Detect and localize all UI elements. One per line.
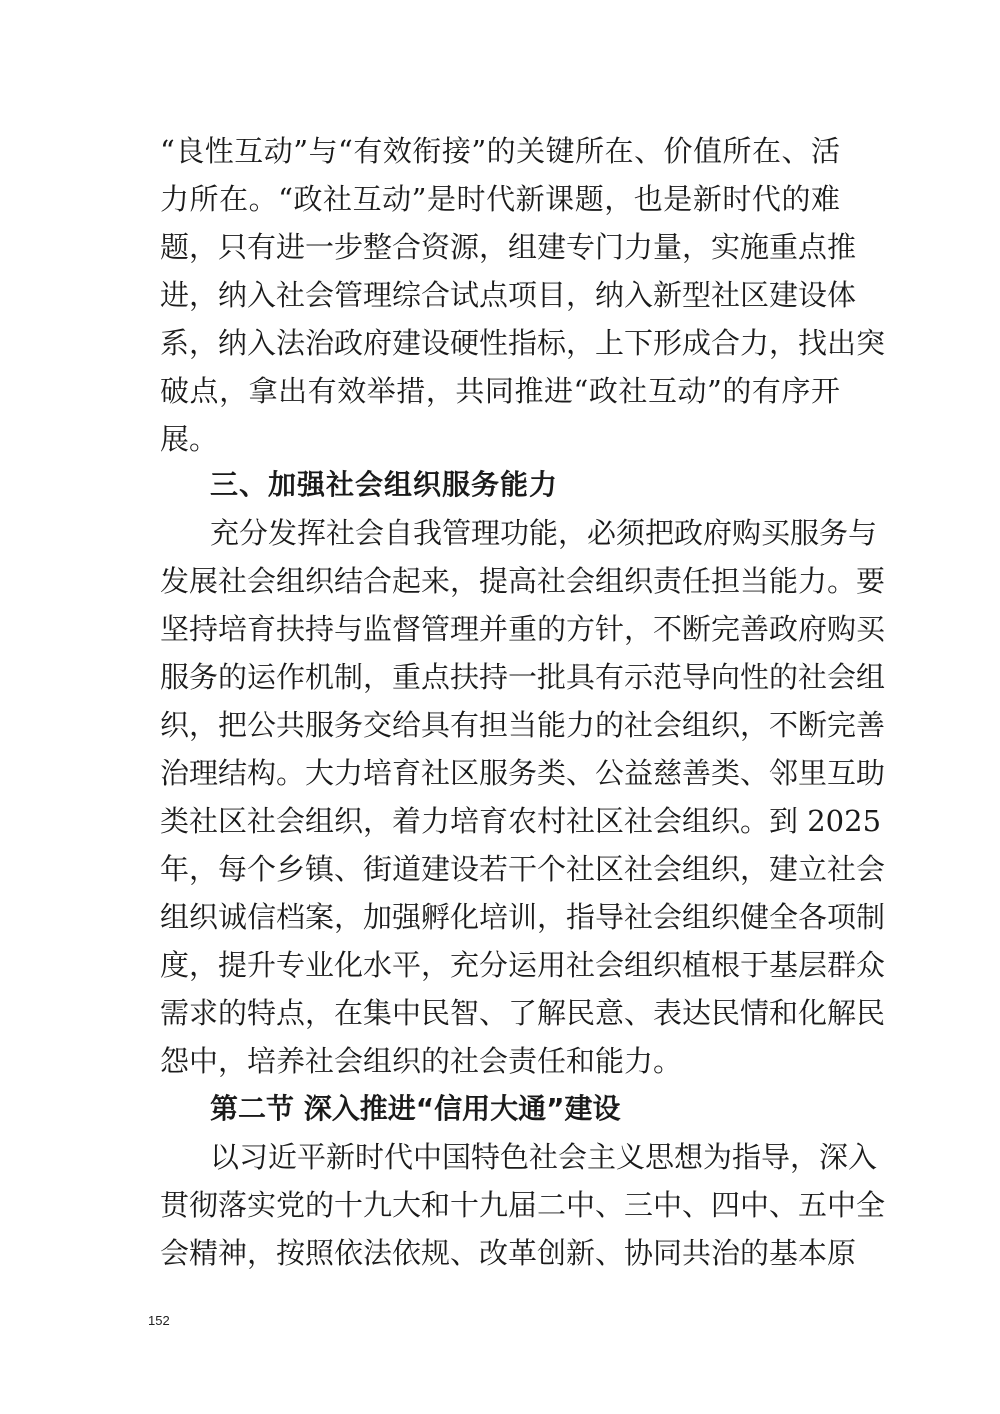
paragraph-line: 题，只有进一步整合资源，组建专门力量，实施重点推 <box>160 230 857 264</box>
paragraph-line: 坚持培育扶持与监督管理并重的方针，不断完善政府购买 <box>160 612 886 646</box>
paragraph-line: 组织诚信档案，加强孵化培训，指导社会组织健全各项制 <box>160 900 886 934</box>
paragraph-line: 度，提升专业化水平，充分运用社会组织植根于基层群众 <box>160 948 886 982</box>
paragraph-line: 展。 <box>160 422 219 456</box>
paragraph-line: 发展社会组织结合起来，提高社会组织责任担当能力。要 <box>160 564 886 598</box>
paragraph-line: 充分发挥社会自我管理功能，必须把政府购买服务与 <box>210 516 878 550</box>
paragraph-line: 年，每个乡镇、街道建设若干个社区社会组织，建立社会 <box>160 852 886 886</box>
paragraph-line: 系，纳入法治政府建设硬性指标，上下形成合力，找出突 <box>160 326 886 360</box>
subsection-heading: 三、加强社会组织服务能力 <box>210 468 559 501</box>
paragraph-line: 会精神，按照依法依规、改革创新、协同共治的基本原 <box>160 1236 857 1270</box>
paragraph-line: 怨中，培养社会组织的社会责任和能力。 <box>160 1044 683 1078</box>
paragraph-line: 力所在。“政社互动”是时代新课题，也是新时代的难 <box>160 182 840 216</box>
paragraph-line: 服务的运作机制，重点扶持一批具有示范导向性的社会组 <box>160 660 886 694</box>
paragraph-line: “良性互动”与“有效衔接”的关键所在、价值所在、活 <box>160 134 840 168</box>
page-number: 152 <box>148 1313 170 1328</box>
paragraph-line: 进，纳入社会管理综合试点项目，纳入新型社区建设体 <box>160 278 857 312</box>
paragraph-line: 类社区社会组织，着力培育农村社区社会组织。到 2025 <box>160 804 882 838</box>
paragraph-line: 贯彻落实党的十九大和十九届二中、三中、四中、五中全 <box>160 1188 886 1222</box>
paragraph-line: 织，把公共服务交给具有担当能力的社会组织，不断完善 <box>160 708 886 742</box>
paragraph-line: 需求的特点，在集中民智、了解民意、表达民情和化解民 <box>160 996 886 1030</box>
paragraph-line: 治理结构。大力培育社区服务类、公益慈善类、邻里互助 <box>160 756 886 790</box>
section-title: 第二节 深入推进“信用大通”建设 <box>210 1092 621 1125</box>
paragraph-line: 破点，拿出有效举措，共同推进“政社互动”的有序开 <box>160 374 840 408</box>
paragraph-line: 以习近平新时代中国特色社会主义思想为指导，深入 <box>210 1140 878 1174</box>
